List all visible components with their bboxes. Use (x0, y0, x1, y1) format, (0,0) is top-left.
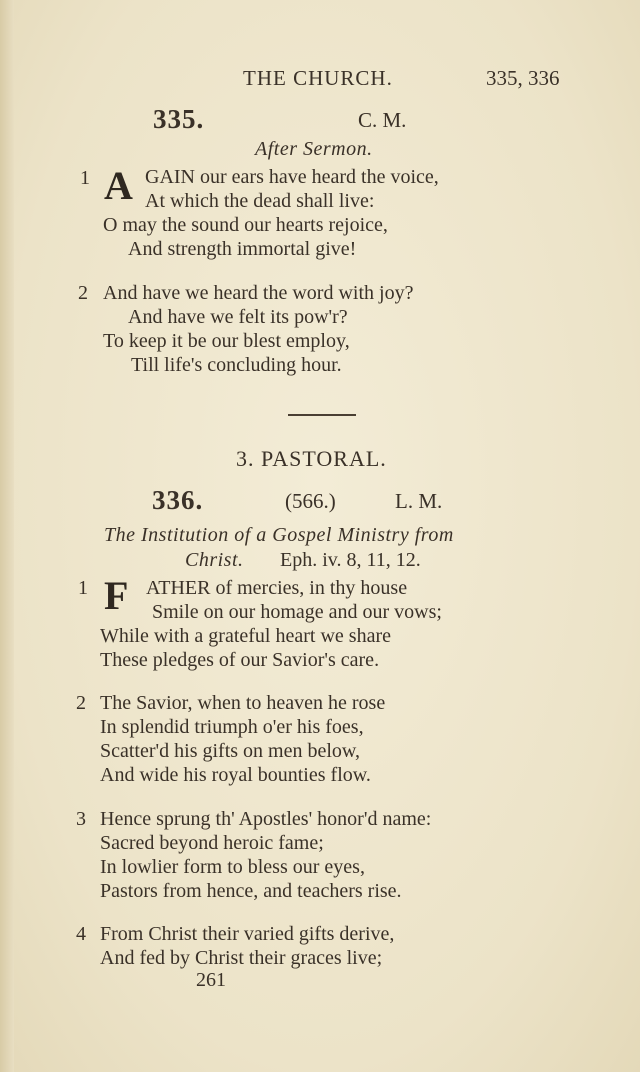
verse-line: The Savior, when to heaven he rose (100, 692, 386, 714)
verse-line: O may the sound our hearts rejoice, (103, 214, 388, 236)
verse-line: From Christ their varied gifts derive, (100, 923, 395, 945)
verse-number: 2 (76, 692, 86, 714)
hymn-range: 335, 336 (486, 66, 560, 90)
page-gutter (0, 0, 14, 1072)
verse-line: GAIN our ears have heard the voice, (145, 166, 439, 188)
verse-line: At which the dead shall live: (145, 190, 375, 212)
hymn-335-subtitle: After Sermon. (255, 138, 373, 160)
verse-line: Scatter'd his gifts on men below, (100, 740, 361, 762)
verse-line: And strength immortal give! (128, 238, 357, 260)
verse-number: 3 (76, 808, 86, 830)
verse-line: In lowlier form to bless our eyes, (100, 856, 365, 878)
verse-line: And have we felt its pow'r? (128, 306, 348, 328)
scripture-reference: Eph. iv. 8, 11, 12. (280, 549, 421, 571)
verse-line: And have we heard the word with joy? (103, 282, 414, 304)
hymn-335-meter: C. M. (358, 108, 407, 132)
running-title: THE CHURCH. (243, 66, 393, 90)
verse-number: 2 (78, 282, 88, 304)
verse-line: And fed by Christ their graces live; (100, 947, 383, 969)
verse-line: While with a grateful heart we share (100, 625, 391, 647)
verse-line: These pledges of our Savior's care. (100, 649, 380, 671)
verse-line: Hence sprung th' Apostles' honor'd name: (100, 808, 432, 830)
verse-number: 1 (80, 167, 90, 189)
page-number: 261 (196, 969, 226, 991)
verse-line: In splendid triumph o'er his foes, (100, 716, 364, 738)
hymn-336-subtitle: The Institution of a Gospel Ministry from (104, 524, 454, 546)
drop-cap: F (104, 573, 129, 618)
section-title: 3. PASTORAL. (236, 446, 387, 471)
hymn-336-number: 336. (152, 485, 204, 515)
verse-line: Smile on our homage and our vows; (152, 601, 442, 623)
hymn-336-subtitle-christ: Christ. (185, 549, 244, 571)
verse-number: 1 (78, 577, 88, 599)
drop-cap: A (104, 163, 133, 208)
hymn-335-number: 335. (153, 104, 205, 134)
hymn-336-alt-number: (566.) (285, 489, 336, 513)
verse-line: ATHER of mercies, in thy house (146, 577, 408, 599)
verse-line: Pastors from hence, and teachers rise. (100, 880, 402, 902)
verse-number: 4 (76, 923, 86, 945)
verse-line: Till life's concluding hour. (131, 354, 342, 376)
section-divider (288, 414, 356, 416)
verse-line: To keep it be our blest employ, (103, 330, 350, 352)
verse-line: And wide his royal bounties flow. (100, 764, 371, 786)
verse-line: Sacred beyond heroic fame; (100, 832, 324, 854)
hymn-336-meter: L. M. (395, 489, 443, 513)
